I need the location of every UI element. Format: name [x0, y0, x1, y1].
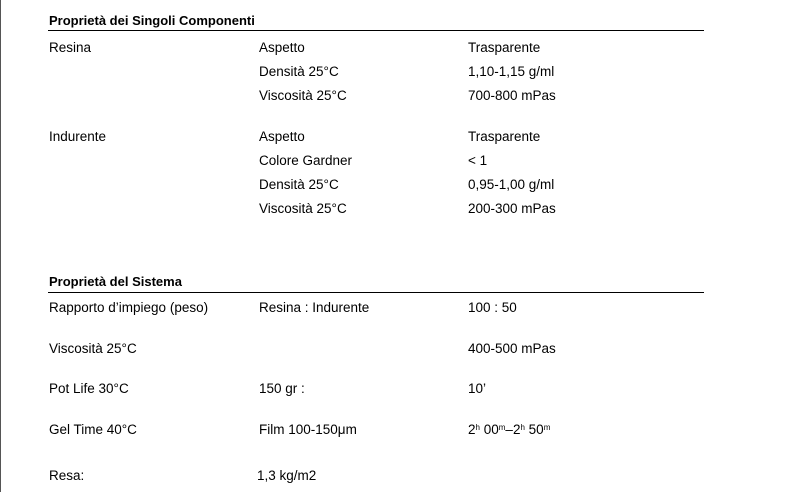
- section-title-componenti: Proprietà dei Singoli Componenti: [49, 13, 255, 28]
- hour-unit: h: [520, 423, 525, 432]
- range-dash: –: [505, 422, 513, 437]
- property-value: Trasparente: [468, 40, 541, 55]
- minute-unit: m: [498, 423, 506, 432]
- property-value: 0,95-1,00 g/ml: [468, 177, 555, 192]
- property-value: 1,10-1,15 g/ml: [468, 64, 555, 79]
- property-label: Colore Gardner: [259, 153, 353, 168]
- component-label-indurente: Indurente: [49, 129, 107, 144]
- system-condition-gel-time: Film 100-150μm: [259, 422, 357, 437]
- gel-time-end-minutes: 50: [524, 422, 544, 437]
- section-title-sistema: Proprietà del Sistema: [49, 274, 182, 289]
- property-label: Viscosità 25°C: [259, 88, 347, 103]
- gel-time-end-hours: 2: [512, 422, 521, 437]
- component-label-resina: Resina: [49, 40, 92, 55]
- property-value: 200-300 mPas: [468, 201, 556, 216]
- gel-time-start-minutes: 00: [479, 422, 499, 437]
- system-label-resa: Resa:: [49, 468, 85, 483]
- hour-unit: h: [475, 423, 480, 432]
- property-value: 700-800 mPas: [468, 88, 556, 103]
- system-condition-rapporto: Resina : Indurente: [259, 300, 370, 315]
- property-label: Viscosità 25°C: [259, 201, 347, 216]
- minute-unit: m: [543, 423, 551, 432]
- system-label-pot-life: Pot Life 30°C: [49, 381, 129, 396]
- system-label-viscosita: Viscosità 25°C: [49, 341, 137, 356]
- property-value: < 1: [468, 153, 488, 168]
- property-label: Densità 25°C: [259, 64, 339, 79]
- system-condition-pot-life: 150 gr :: [259, 381, 305, 396]
- property-value: Trasparente: [468, 129, 541, 144]
- property-label: Densità 25°C: [259, 177, 339, 192]
- page-left-border: [0, 0, 1, 492]
- system-label-gel-time: Gel Time 40°C: [49, 422, 137, 437]
- system-value-pot-life: 10’: [468, 381, 487, 396]
- system-value-resa: 1,3 kg/m2: [257, 468, 317, 483]
- property-label: Aspetto: [259, 129, 305, 144]
- property-label: Aspetto: [259, 40, 305, 55]
- system-value-rapporto: 100 : 50: [468, 300, 517, 315]
- system-value-viscosita: 400-500 mPas: [468, 341, 556, 356]
- system-value-gel-time: [468, 422, 550, 438]
- system-label-rapporto: Rapporto d’impiego (peso): [49, 300, 209, 315]
- section-divider: [48, 292, 704, 293]
- gel-time-start-hours: 2: [468, 422, 476, 437]
- section-divider: [48, 30, 704, 31]
